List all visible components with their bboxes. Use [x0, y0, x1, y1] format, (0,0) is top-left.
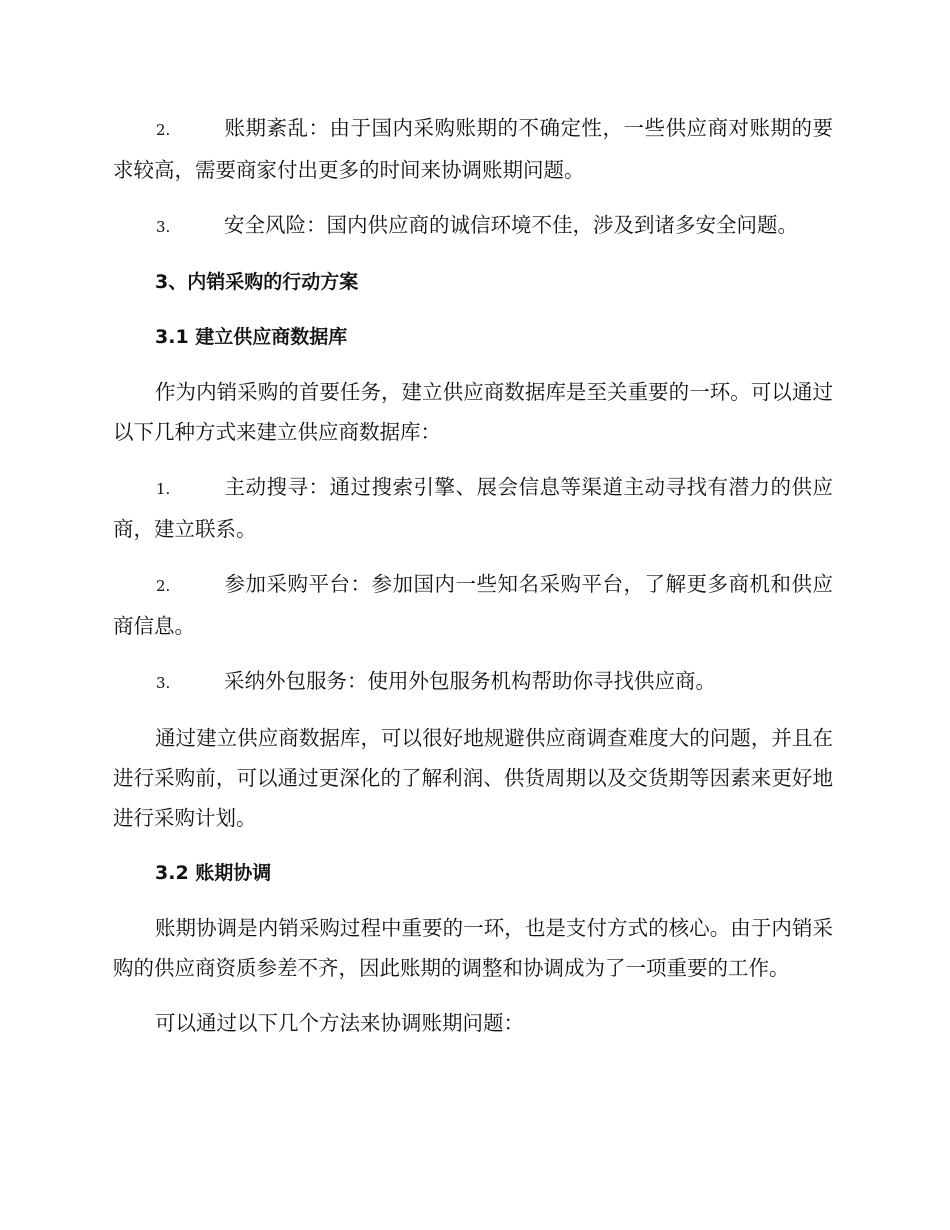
list-number: 3.	[156, 674, 171, 692]
list-item-procurement-platform	[113, 564, 833, 646]
paragraph-payment-methods-lead: 可以通过以下几个方法来协调账期问题：	[155, 1011, 524, 1035]
list-number: 2.	[156, 121, 171, 139]
paragraph-database-benefits: 通过建立供应商数据库，可以很好地规避供应商调查难度大的问题，并且在进行采购前，可以通过更深化的了解利润、供货周期以及交货期等因素来更好地进行采购计划。	[113, 726, 833, 830]
list-item-text: 采纳外包服务：使用外包服务机构帮助你寻找供应商。	[224, 669, 716, 693]
list-item-text: 安全风险：国内供应商的诚信环境不佳，涉及到诸多安全问题。	[224, 213, 798, 237]
list-item-payment-chaos	[113, 108, 833, 190]
list-item-text: 主动搜寻：通过搜索引擎、展会信息等渠道主动寻找有潜力的供应商，建立联系。	[113, 475, 833, 541]
subsection-heading-supplier-database: 3.1 建立供应商数据库	[155, 326, 348, 348]
list-number: 3.	[156, 218, 171, 236]
document-body	[113, 108, 833, 1058]
list-item-text: 账期紊乱：由于国内采购账期的不确定性，一些供应商对账期的要求较高，需要商家付出更多的时间来协调账期问题。	[113, 116, 833, 182]
section-heading-action-plan: 3、内销采购的行动方案	[155, 271, 359, 293]
list-item-outsourcing	[113, 661, 833, 703]
list-number: 2.	[156, 577, 171, 595]
list-item-security-risk	[113, 205, 833, 247]
list-number: 1.	[156, 480, 171, 498]
subsection-heading-payment-terms: 3.2 账期协调	[155, 862, 272, 884]
paragraph-database-intro: 作为内销采购的首要任务，建立供应商数据库是至关重要的一环。可以通过以下几种方式来建立供应商数据库：	[113, 380, 833, 444]
list-item-text: 参加采购平台：参加国内一些知名采购平台，了解更多商机和供应商信息。	[113, 572, 833, 638]
paragraph-payment-terms-intro: 账期协调是内销采购过程中重要的一环，也是支付方式的核心。由于内销采购的供应商资质参差不齐，因此账期的调整和协调成为了一项重要的工作。	[113, 916, 833, 980]
list-item-active-search	[113, 467, 833, 549]
